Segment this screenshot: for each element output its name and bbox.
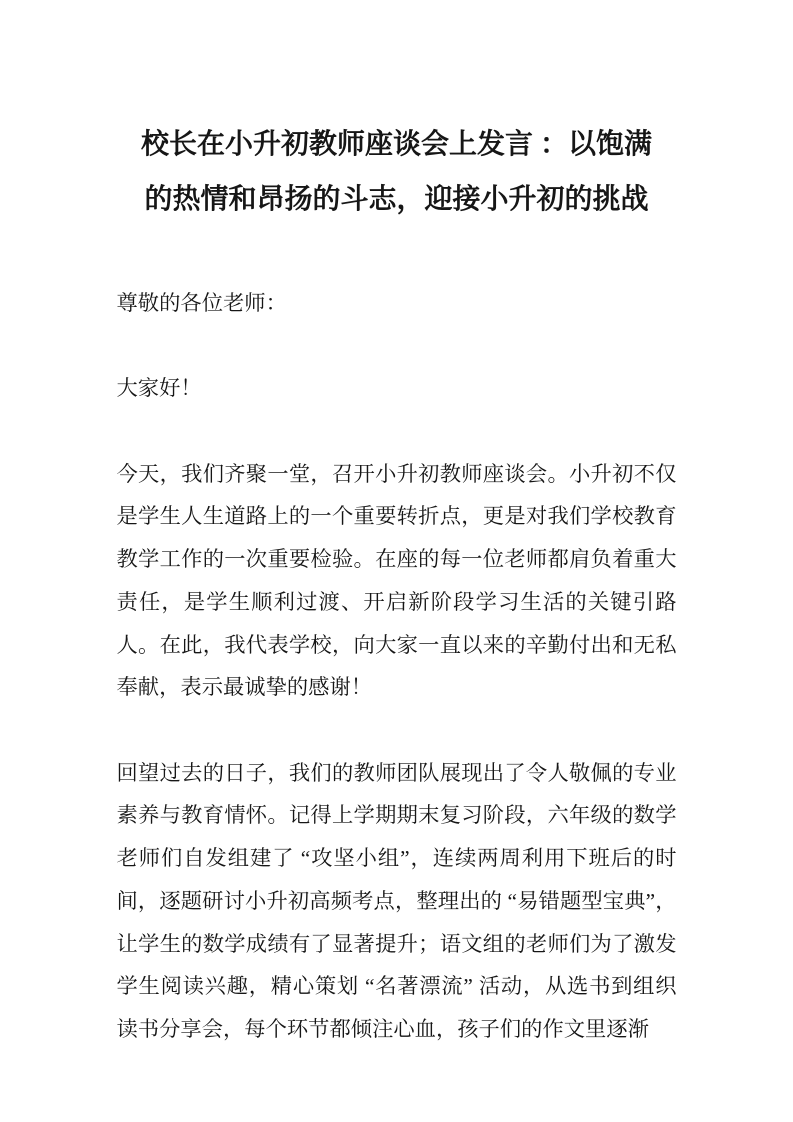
document-content	[117, 0, 677, 1051]
greeting-line: 大家好！	[116, 376, 202, 401]
salutation-line: 尊敬的各位老师：	[116, 291, 287, 315]
body-paragraph-2: 回望过去的日子，我们的教师团队展现出了令人敬佩的专业素养与教育情怀。记得上学期期末复习阶段，六年级的数学老师们自发组建了 “攻坚小组”，连续两周利用下班后的时间，逐题研讨小升初高频考点，整理出的 “易错题型宝典”，让学生的数学成绩有了显著提升；语文组的老师们为了激发学生阅读兴趣，精心策划 “名著漂流” 活动，从选书到组织读书分享会，每个环节都倾注心血，孩子们的作文里逐渐	[116, 760, 677, 1041]
body-paragraph-1: 今天，我们齐聚一堂，召开小升初教师座谈会。小升初不仅是学生人生道路上的一个重要转折点，更是对我们学校教育教学工作的一次重要检验。在座的每一位老师都肩负着重大责任，是学生顺利过渡、开启新阶段学习生活的关键引路人。在此，我代表学校，向大家一直以来的辛勤付出和无私奉献，表示最诚挚的感谢！	[116, 461, 677, 700]
document-title: 校长在小升初教师座谈会上发言 ：以饱满的热情和昂扬的斗志，迎接小升初的挑战	[140, 129, 652, 215]
